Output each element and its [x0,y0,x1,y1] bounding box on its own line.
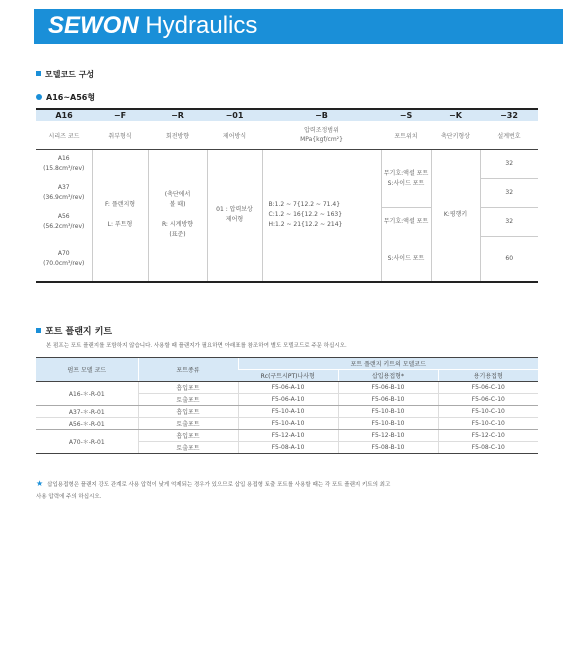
code-cell: −32 [480,109,538,121]
kit-cell: F5-06-C-10 [438,382,538,394]
design-cell: 32 [480,208,538,237]
footnote [36,478,546,503]
model-cell: A37-＊-R-01 [36,406,138,418]
shaft-cell: K:평행키 [431,150,480,281]
kit-cell: F5-10-B-10 [338,406,438,418]
section1-title-text: 모델코드 구성 [45,70,95,79]
kit-cell: F5-10-A-10 [238,406,338,418]
kit-cell: F5-06-A-10 [238,382,338,394]
brand-rest: Hydraulics [138,12,258,39]
desc-cell: 압력조정범위 MPa{kgf/cm²} [262,121,381,150]
star-icon: ★ [36,479,44,488]
description-row [36,121,538,150]
port-type-cell: 토출포트 [138,442,238,454]
section-title-model-code [36,69,94,80]
kit-cell: F5-10-C-10 [438,406,538,418]
kit-cell: F5-08-C-10 [438,442,538,454]
section2-title-text: 포트 플랜지 키트 [45,327,113,337]
port-flange-table [36,357,538,454]
spec-row [36,150,538,179]
brand-bold: SEWON [48,12,139,39]
kit-cell: F5-10-A-10 [238,418,338,430]
header-col: 용기용접형 [438,370,538,382]
desc-cell: 시리즈 코드 [36,121,92,150]
kit-cell: F5-12-B-10 [338,430,438,442]
port-cell: 무기호:액셜 포트 [381,208,431,237]
design-cell: 32 [480,150,538,179]
port-type-cell: 토출포트 [138,394,238,406]
table-row [36,406,538,418]
kit-cell: F5-06-B-10 [338,382,438,394]
table-bottom-rule [36,281,538,282]
section-title-port-flange [36,324,112,337]
mount-cell: F: 플랜지형 L: 푸트형 [92,150,148,281]
port-cell: 무기호:액셜 포트 S:사이드 포트 [381,150,431,208]
code-cell: −F [92,109,148,121]
table-row [36,430,538,442]
desc-cell: 포트위치 [381,121,431,150]
code-cell: −R [148,109,207,121]
model-cell: A16-＊-R-01 [36,382,138,406]
design-cell: 60 [480,237,538,281]
model-heading-text: A16~A56형 [46,93,96,102]
code-header-row [36,109,538,121]
circle-bullet-icon [36,94,42,100]
port-type-cell: 흡입포트 [138,382,238,394]
port-flange-note: 본 펌프는 포트 플랜지를 포함하지 않습니다. 사용할 때 플랜지가 필요하면 아래표를 참조하여 별도 모델코드로 주문 하십시오. [46,343,347,349]
kit-cell: F5-08-B-10 [338,442,438,454]
code-cell: −01 [207,109,262,121]
header-col: 삽입용접형* [338,370,438,382]
kit-cell: F5-12-A-10 [238,430,338,442]
footnote-text: 삽입용접형은 플랜지 강도 관계로 사용 압력이 낮게 억제되는 경우가 있으므로 삽입 용접형 토출 포트를 사용할 때는 각 포트 플랜지 키트의 최고 사용 압력에 주의 하십시오. [36,482,391,500]
header-col: Rc(구트시PT)나사형 [238,370,338,382]
series-cell: A70 (70.0cm³/rev) [43,249,85,267]
header-group: 포트 플랜지 키트의 모델코드 [238,358,538,370]
table-row [36,418,538,430]
kit-cell: F5-10-B-10 [338,418,438,430]
kit-cell: F5-06-A-10 [238,394,338,406]
port-type-cell: 흡입포트 [138,406,238,418]
square-bullet-icon [36,328,41,333]
code-cell: A16 [36,109,92,121]
code-cell: −B [262,109,381,121]
table-row [36,382,538,394]
port-type-cell: 토출포트 [138,418,238,430]
port-type-cell: 흡입포트 [138,430,238,442]
kit-cell: F5-08-A-10 [238,442,338,454]
kit-cell: F5-10-C-10 [438,418,538,430]
series-cell: A56 (56.2cm³/rev) [43,213,85,230]
square-bullet-icon [36,71,41,76]
series-cell: A16 (15.8cm³/rev) [43,155,85,173]
header-model: 펌프 모델 코드 [36,358,138,382]
design-cell: 32 [480,179,538,208]
series-cell: A37 (36.9cm³/rev) [43,184,85,201]
desc-cell: 회전방향 [148,121,207,150]
code-cell: −S [381,109,431,121]
port-cell: S:사이드 포트 [381,237,431,281]
brand-banner [34,9,563,44]
pressure-cell: B:1.2 ~ 7{12.2 ~ 71.4} C:1.2 ~ 16{12.2 ~ 163} H:1.2 ~ 21{12.2 ~ 214} [262,150,381,281]
model-cell: A70-＊-R-01 [36,430,138,454]
rotation-cell: (축단에서 볼 때) R: 시계방향 (표준) [148,150,207,281]
desc-cell: 설계번호 [480,121,538,150]
model-cell: A56-＊-R-01 [36,418,138,430]
model-code-table [36,108,538,283]
kit-cell: F5-06-B-10 [338,394,438,406]
header-port-type: 포트종류 [138,358,238,382]
kit-cell: F5-12-C-10 [438,430,538,442]
flange-header-row [36,358,538,370]
model-heading [36,92,95,103]
desc-cell: 축단키형상 [431,121,480,150]
code-cell: −K [431,109,480,121]
brand-title [48,11,257,41]
kit-cell: F5-06-C-10 [438,394,538,406]
desc-cell: 취부형식 [92,121,148,150]
control-cell: 01 : 압력보상 제어형 [207,150,262,281]
desc-cell: 제어방식 [207,121,262,150]
